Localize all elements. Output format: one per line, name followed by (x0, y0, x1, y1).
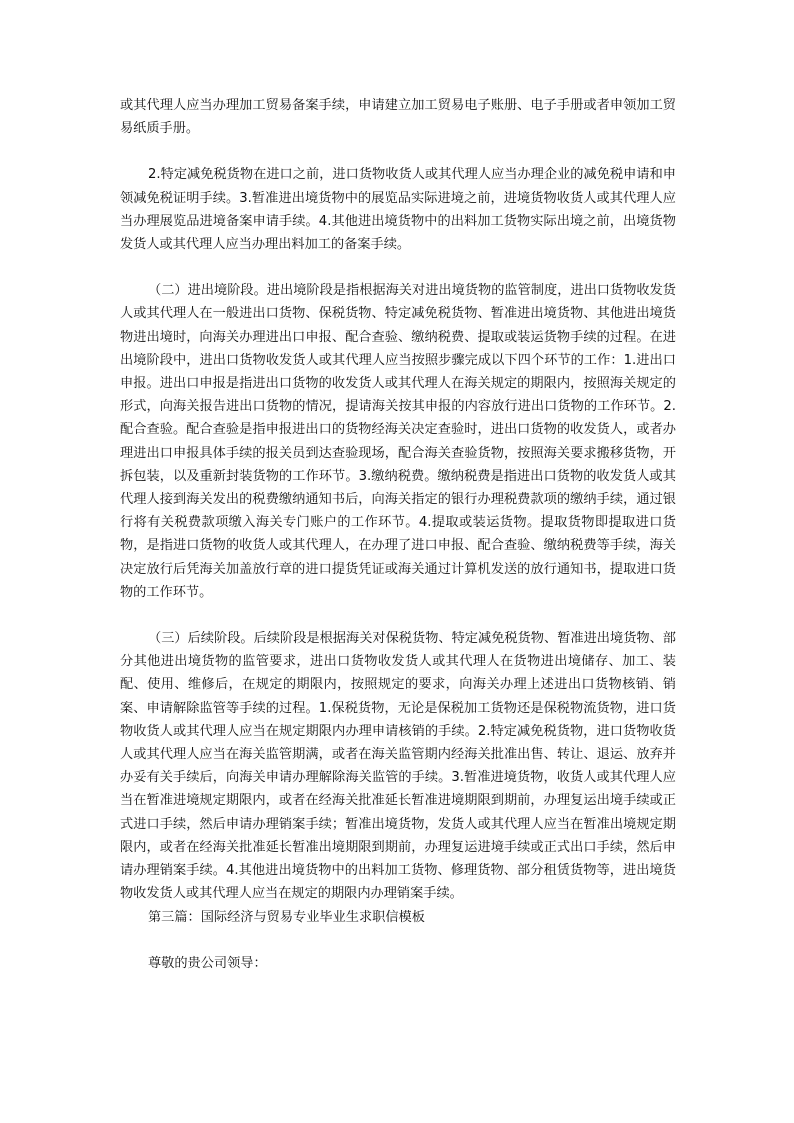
paragraph-stage-three: （三）后续阶段。后续阶段是根据海关对保税货物、特定减免税货物、暂准进出境货物、部分其他进出境货物的监管要求，进出口货物收发货人或其代理人在货物进出境储存、加工、装配、使用、维修后，在规定的期限内，按照规定的要求，向海关办理上述进出口货物核销、销案、申请解除监管等手续的过程。1.保税货物，无论是保税加工货物还是保税物流货物，进口货物收货人或其代理人应当在规定期限内办理申请核销的手续。2.特定减免税货物，进口货物收货人或其代理人应当在海关监管期满，或者在海关监管期内经海关批准出售、转让、退运、放弃并办妥有关手续后，向海关申请办理解除海关监管的手续。3.暂准进境货物，收货人或其代理人应当在暂准进境规定期限内，或者在经海关批准延长暂准进境期限到期前，办理复运出境手续或正式进口手续，然后申请办理销案手续；暂准出境货物，发货人或其代理人应当在暂准出境规定期限内，或者在经海关批准延长暂准出境期限到期前，办理复运进境手续或正式出口手续，然后申请办理销案手续。4.其他进出境货物中的出料加工货物、修理货物、部分租赁货物等，进出境货物收发货人或其代理人应当在规定的期限内办理销案手续。 (120, 631, 676, 902)
paragraph-intro-tail: 或其代理人应当办理加工贸易备案手续，申请建立加工贸易电子账册、电子手册或者申领加工贸易纸质手册。 (120, 98, 676, 137)
paragraph-gap (120, 929, 676, 952)
section-heading: 第三篇：国际经济与贸易专业毕业生求职信模板 (148, 909, 425, 925)
salutation: 尊敬的贵公司领导： (148, 955, 267, 971)
paragraph-gap (120, 256, 676, 279)
paragraph-stage-two: （二）进出境阶段。进出境阶段是指根据海关对进出境货物的监管制度，进出口货物收发货人或其代理人在一般进出口货物、保税货物、特定减免税货物、暂准进出境货物、其他进出境货物进出境时，向海关办理进出口申报、配合查验、缴纳税费、提取或装运货物手续的过程。在进出境阶段中，进出口货物收发货人或其代理人应当按照步骤完成以下四个环节的工作：1.进出口申报。进出口申报是指进出口货物的收发货人或其代理人在海关规定的期限内，按照海关规定的形式，向海关报告进出口货物的情况，提请海关按其申报的内容放行进出口货物的工作环节。2.配合查验。配合查验是指申报进出口的货物经海关决定查验时，进出口货物的收发货人，或者办理进出口申报具体手续的报关员到达查验现场，配合海关查验货物，按照海关要求搬移货物，开拆包装，以及重新封装货物的工作环节。3.缴纳税费。缴纳税费是指进出口货物的收发货人或其代理人接到海关发出的税费缴纳通知书后，向海关指定的银行办理税费款项的缴纳手续，通过银行将有关税费款项缴入海关专门账户的工作环节。4.提取或装运货物。提取货物即提取进口货物，是指进口货物的收货人或其代理人，在办理了进口申报、配合查验、缴纳税费等手续，海关决定放行后凭海关加盖放行章的进口提货凭证或海关通过计算机发送的放行通知书，提取进口货物的工作环节。 (120, 283, 676, 600)
paragraph-gap (120, 604, 676, 627)
document-page (120, 94, 676, 975)
paragraph-pre-entry-items: 2.特定减免税货物在进口之前，进口货物收货人或其代理人应当办理企业的减免税申请和申领减免税证明手续。3.暂准进出境货物中的展览品实际进境之前，进境货物收货人或其代理人应当办理展览品进境备案申请手续。4.其他进出境货物中的出料加工货物实际出境之前，出境货物发货人或其代理人应当办理出料加工的备案手续。 (120, 167, 676, 253)
paragraph-gap (120, 140, 676, 163)
